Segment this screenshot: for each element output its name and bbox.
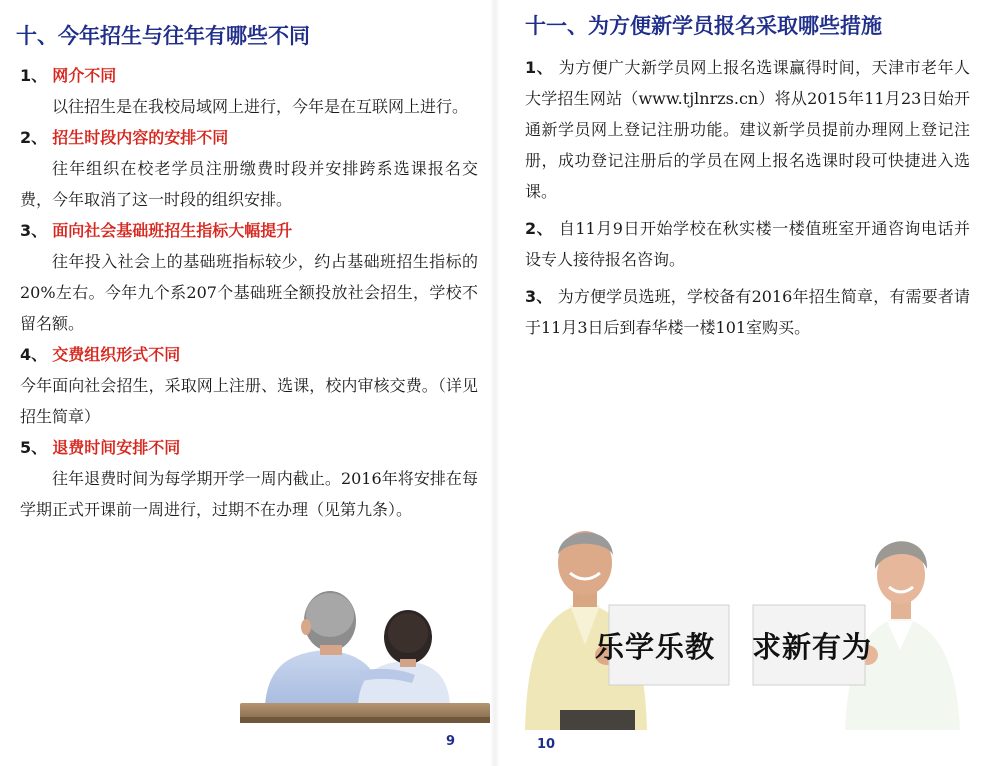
item-1-title: 网介不同 — [52, 66, 117, 85]
measure-1-text: 为方便广大新学员网上报名选课赢得时间，天津市老年人大学招生网站（www.tjlnrzs.cn）将从2015年11月23日始开通新学员网上登记注册功能。建议新学员提前办理网上登记注册，成功登记注册后的学员在网上报名选课时段可快捷进入选课。 — [525, 58, 970, 201]
item-1-number: 1、 — [20, 66, 48, 85]
measure-1 — [525, 52, 970, 207]
item-1-title-line — [20, 60, 478, 91]
item-2-paragraph: 往年组织在校老学员注册缴费时段并安排跨系选课报名交费，今年取消了这一时段的组织安排。 — [20, 159, 478, 209]
section-eleven-heading: 十一、为方便新学员报名采取哪些措施 — [525, 14, 882, 38]
item-4-title-line — [20, 339, 478, 370]
item-3-paragraph: 往年投入社会上的基础班指标较少，约占基础班招生指标的20%左右。今年九个系207个基础班全额投放社会招生，学校不留名额。 — [20, 252, 478, 333]
measure-2-text: 自11月9日开始学校在秋实楼一楼值班室开通咨询电话并设专人接待报名咨询。 — [525, 219, 970, 269]
sign-left-text: 乐学乐教 — [595, 630, 716, 664]
elderly-couple-illustration — [240, 575, 490, 725]
item-2-number: 2、 — [20, 128, 48, 147]
item-3-number: 3、 — [20, 221, 48, 240]
item-2-title-line — [20, 122, 478, 153]
item-4-paragraph: 今年面向社会招生，采取网上注册、选课，校内审核交费。（详见招生简章） — [20, 376, 478, 426]
right-body — [525, 52, 970, 343]
sign-right-text: 求新有为 — [752, 630, 873, 664]
measure-3 — [525, 281, 970, 343]
item-5-number: 5、 — [20, 438, 48, 457]
item-4-title: 交费组织形式不同 — [52, 345, 181, 364]
left-body — [20, 60, 478, 525]
item-5-title-line — [20, 432, 478, 463]
elderly-people-photo — [515, 505, 990, 730]
measure-2-number: 2、 — [525, 219, 554, 238]
item-5-title: 退费时间安排不同 — [52, 438, 181, 457]
item-3-title-line — [20, 215, 478, 246]
measure-1-number: 1、 — [525, 58, 554, 77]
measure-3-number: 3、 — [525, 287, 553, 306]
measure-3-text: 为方便学员选班，学校备有2016年招生简章，有需要者请于11月3日后到春华楼一楼101室购买。 — [525, 287, 970, 337]
item-1-paragraph: 以往招生是在我校局域网上进行，今年是在互联网上进行。 — [52, 97, 469, 116]
section-ten-heading: 十、今年招生与往年有哪些不同 — [16, 24, 310, 48]
item-4-number: 4、 — [20, 345, 48, 364]
page-number-left: 9 — [446, 734, 456, 749]
measure-2 — [525, 213, 970, 275]
item-3-title: 面向社会基础班招生指标大幅提升 — [52, 221, 293, 240]
page-number-right: 10 — [537, 737, 556, 752]
item-5-paragraph: 往年退费时间为每学期开学一周内截止。2016年将安排在每学期正式开课前一周进行，过期不在办理（见第九条）。 — [20, 469, 478, 519]
item-2-title: 招生时段内容的安排不同 — [52, 128, 229, 147]
right-page — [495, 0, 990, 766]
